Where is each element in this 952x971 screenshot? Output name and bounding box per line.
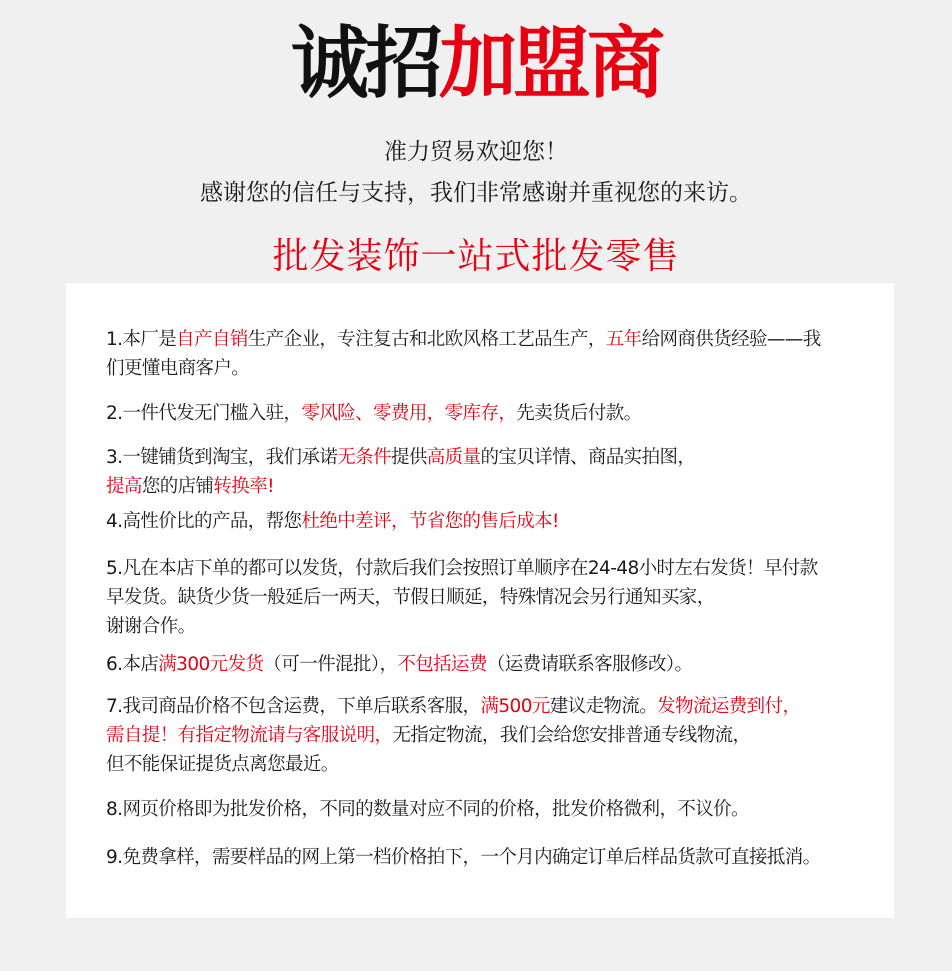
notice-line: 1.本厂是自产自销生产企业，专注复古和北欧风格工艺品生产，五年给网商供货经验——我 (106, 329, 821, 350)
title-dark-text: 诚招 (290, 19, 439, 109)
notice-item-6 (106, 650, 876, 679)
notice-item-5 (106, 554, 876, 641)
notice-line: 早发货。缺货少货一般延后一两天，节假日顺延，特殊情况会另行通知买家， (106, 587, 715, 608)
notice-line: 需自提！有指定物流请与客服说明，无指定物流，我们会给您安排普通专线物流， (106, 725, 751, 746)
welcome-line-2: 感谢您的信任与支持，我们非常感谢并重视您的来访。 (200, 180, 752, 206)
notice-item-1 (106, 325, 876, 383)
notice-item-8 (106, 795, 876, 824)
title-red-text: 加盟商 (439, 19, 662, 109)
notice-item-3 (106, 443, 876, 501)
notice-line: 8.网页价格即为批发价格，不同的数量对应不同的价格，批发价格微利，不议价。 (106, 799, 749, 820)
notice-line: 3.一键铺货到淘宝，我们承诺无条件提供高质量的宝贝详情、商品实拍图， (106, 447, 696, 468)
welcome-line-1: 准力贸易欢迎您！ (384, 139, 568, 165)
notice-line: 们更懂电商客户。 (106, 358, 250, 379)
notice-item-2 (106, 399, 876, 428)
page-title (0, 18, 952, 110)
notice-line: 但不能保证提货点离您最近。 (106, 754, 339, 775)
notice-line: 7.我司商品价格不包含运费，下单后联系客服，满500元建议走物流。发物流运费到付， (106, 696, 801, 717)
notice-line: 6.本店满300元发货（可一件混批），不包括运费（运费请联系客服修改）。 (106, 654, 693, 675)
notice-line: 4.高性价比的产品，帮您杜绝中差评，节省您的售后成本! (106, 511, 559, 532)
notice-line: 谢谢合作。 (106, 616, 196, 637)
notice-line: 9.免费拿样，需要样品的网上第一档价格拍下，一个月内确定订单后样品货款可直接抵消。 (106, 847, 821, 868)
notice-panel (66, 283, 894, 918)
notice-item-9 (106, 843, 876, 872)
slogan: 批发装饰一站式批发零售 (272, 236, 680, 277)
notice-item-4 (106, 507, 876, 536)
notice-line: 2.一件代发无门槛入驻，零风险、零费用，零库存，先卖货后付款。 (106, 403, 642, 424)
notice-line: 5.凡在本店下单的都可以发货，付款后我们会按照订单顺序在24-48小时左右发货！早付款 (106, 558, 818, 579)
notice-item-7 (106, 692, 876, 779)
notice-line: 提高您的店铺转换率! (106, 476, 274, 497)
